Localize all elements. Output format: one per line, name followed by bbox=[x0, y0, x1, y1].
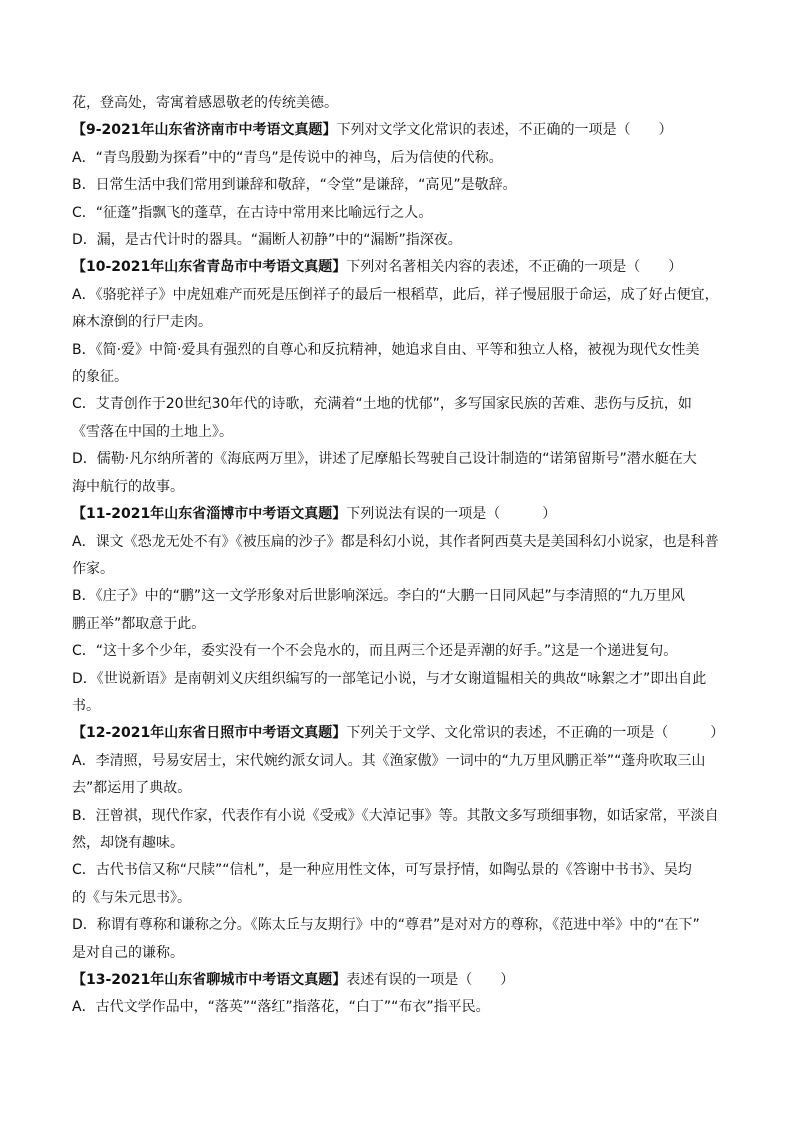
option-line: 的《与朱元思书》。 bbox=[72, 889, 191, 906]
option-line: B．汪曾祺，现代作家，代表作有小说《受戒》《大淖记事》等。其散文多写琐细事物，如话家常，平淡自 bbox=[72, 807, 719, 824]
question-block bbox=[72, 501, 730, 720]
intro-line: 花，登高处，寄寓着感恩敬老的传统美德。 bbox=[72, 95, 338, 111]
option-line: B．《简·爱》中简·爱具有强烈的自尊心和反抗精神，她追求自由、平等和独立人格，被视为现代女性美 bbox=[72, 341, 700, 358]
option-line: D．《世说新语》是南朝刘义庆组织编写的一部笔记小说，与才女谢道韫相关的典故“咏絮之才”即出自此 bbox=[72, 670, 707, 687]
option-line: 鹏正举”都取意于此。 bbox=[72, 615, 206, 632]
option-line: C．“这十多个少年，委实没有一个不会凫水的，而且两三个还是弄潮的好手。”这是一个递进复句。 bbox=[72, 643, 678, 660]
question-stem: 下列对文学文化常识的表述，不正确的一项是（ ） bbox=[336, 122, 673, 139]
option-line: D．漏，是古代计时的器具。“漏断人初静”中的“漏断”指深夜。 bbox=[72, 232, 462, 249]
question-title bbox=[72, 254, 730, 281]
option-line: A．李清照，号易安居士，宋代婉约派女词人。其《渔家傲》一词中的“九万里风鹏正举”“蓬舟吹取三山 bbox=[72, 752, 706, 769]
question-stem: 下列关于文学、文化常识的表述，不正确的一项是（ ） bbox=[346, 725, 725, 742]
question-source-tag: 【9-2021年山东省济南市中考语文真题】 bbox=[72, 122, 337, 139]
question-title bbox=[72, 967, 730, 994]
option-line: A．“青鸟殷勤为探看”中的“青鸟”是传说中的神鸟，后为信使的代称。 bbox=[72, 149, 503, 166]
option-line: C．“征蓬”指飘飞的蓬草，在古诗中常用来比喻远行之人。 bbox=[72, 204, 433, 221]
question-block bbox=[72, 720, 730, 967]
question-title bbox=[72, 501, 730, 528]
question-block bbox=[72, 967, 730, 1022]
question-block bbox=[72, 117, 730, 254]
option-line: D．称谓有尊称和谦称之分。《陈太丘与友期行》中的“尊君”是对对方的尊称，《范进中举》中的“在下” bbox=[72, 917, 700, 934]
option-line: 《雪落在中国的土地上》。 bbox=[72, 423, 233, 440]
option-line: D．儒勒·凡尔纳所著的《海底两万里》，讲述了尼摩船长驾驶自己设计制造的“诺第留斯号”潜水艇在大 bbox=[72, 451, 697, 468]
question-source-tag: 【10-2021年山东省青岛市中考语文真题】 bbox=[72, 259, 347, 276]
option-line: 是对自己的谦称。 bbox=[72, 944, 184, 961]
question-title bbox=[72, 720, 730, 747]
question-source-tag: 【11-2021年山东省淄博市中考语文真题】 bbox=[72, 506, 347, 523]
option-line: 麻木潦倒的行尸走肉。 bbox=[72, 314, 212, 331]
question-block bbox=[72, 254, 730, 501]
question-title bbox=[72, 117, 730, 144]
question-stem: 下列对名著相关内容的表述，不正确的一项是（ ） bbox=[346, 259, 683, 276]
option-line: 书。 bbox=[72, 697, 100, 714]
option-line: C．古代书信又称“尺牍”“信札”，是一种应用性文体，可写景抒情，如陶弘景的《答谢中书书》、吴均 bbox=[72, 862, 692, 879]
option-line: B．日常生活中我们常用到谦辞和敬辞，“令堂”是谦辞，“高见”是敬辞。 bbox=[72, 177, 517, 194]
option-line: 海中航行的故事。 bbox=[72, 478, 184, 495]
option-line: 然，却饶有趣味。 bbox=[72, 834, 184, 851]
question-list bbox=[72, 117, 730, 1021]
option-line: C．艾青创作于20世纪30年代的诗歌，充满着“土地的忧郁”，多写国家民族的苦难、悲伤与反抗，如 bbox=[72, 396, 692, 413]
option-line: B．《庄子》中的“鹏”这一文学形象对后世影响深远。李白的“大鹏一日同风起”与李清照的“九万里风 bbox=[72, 588, 685, 605]
option-line: 去”都运用了典故。 bbox=[72, 780, 192, 797]
question-stem: 表述有误的一项是（ ） bbox=[346, 972, 515, 988]
option-line: A．《骆驼祥子》中虎妞难产而死是压倒祥子的最后一根稻草，此后，祥子慢屈服于命运，成了好占便宜， bbox=[72, 286, 719, 303]
document-page bbox=[72, 90, 730, 1022]
option-line: A．课文《恐龙无处不有》《被压扁的沙子》都是科幻小说，其作者阿西莫夫是美国科幻小说家，也是科普 bbox=[72, 533, 719, 550]
question-stem: 下列说法有误的一项是（ ） bbox=[346, 506, 557, 523]
question-source-tag: 【13-2021年山东省聊城市中考语文真题】 bbox=[72, 972, 347, 988]
option-line: A．古代文学作品中，“落英”“落红”指落花，“白丁”“布衣”指平民。 bbox=[72, 999, 490, 1016]
question-source-tag: 【12-2021年山东省日照市中考语文真题】 bbox=[72, 725, 347, 742]
option-line: 作家。 bbox=[72, 560, 114, 577]
option-line: 的象征。 bbox=[72, 369, 128, 386]
